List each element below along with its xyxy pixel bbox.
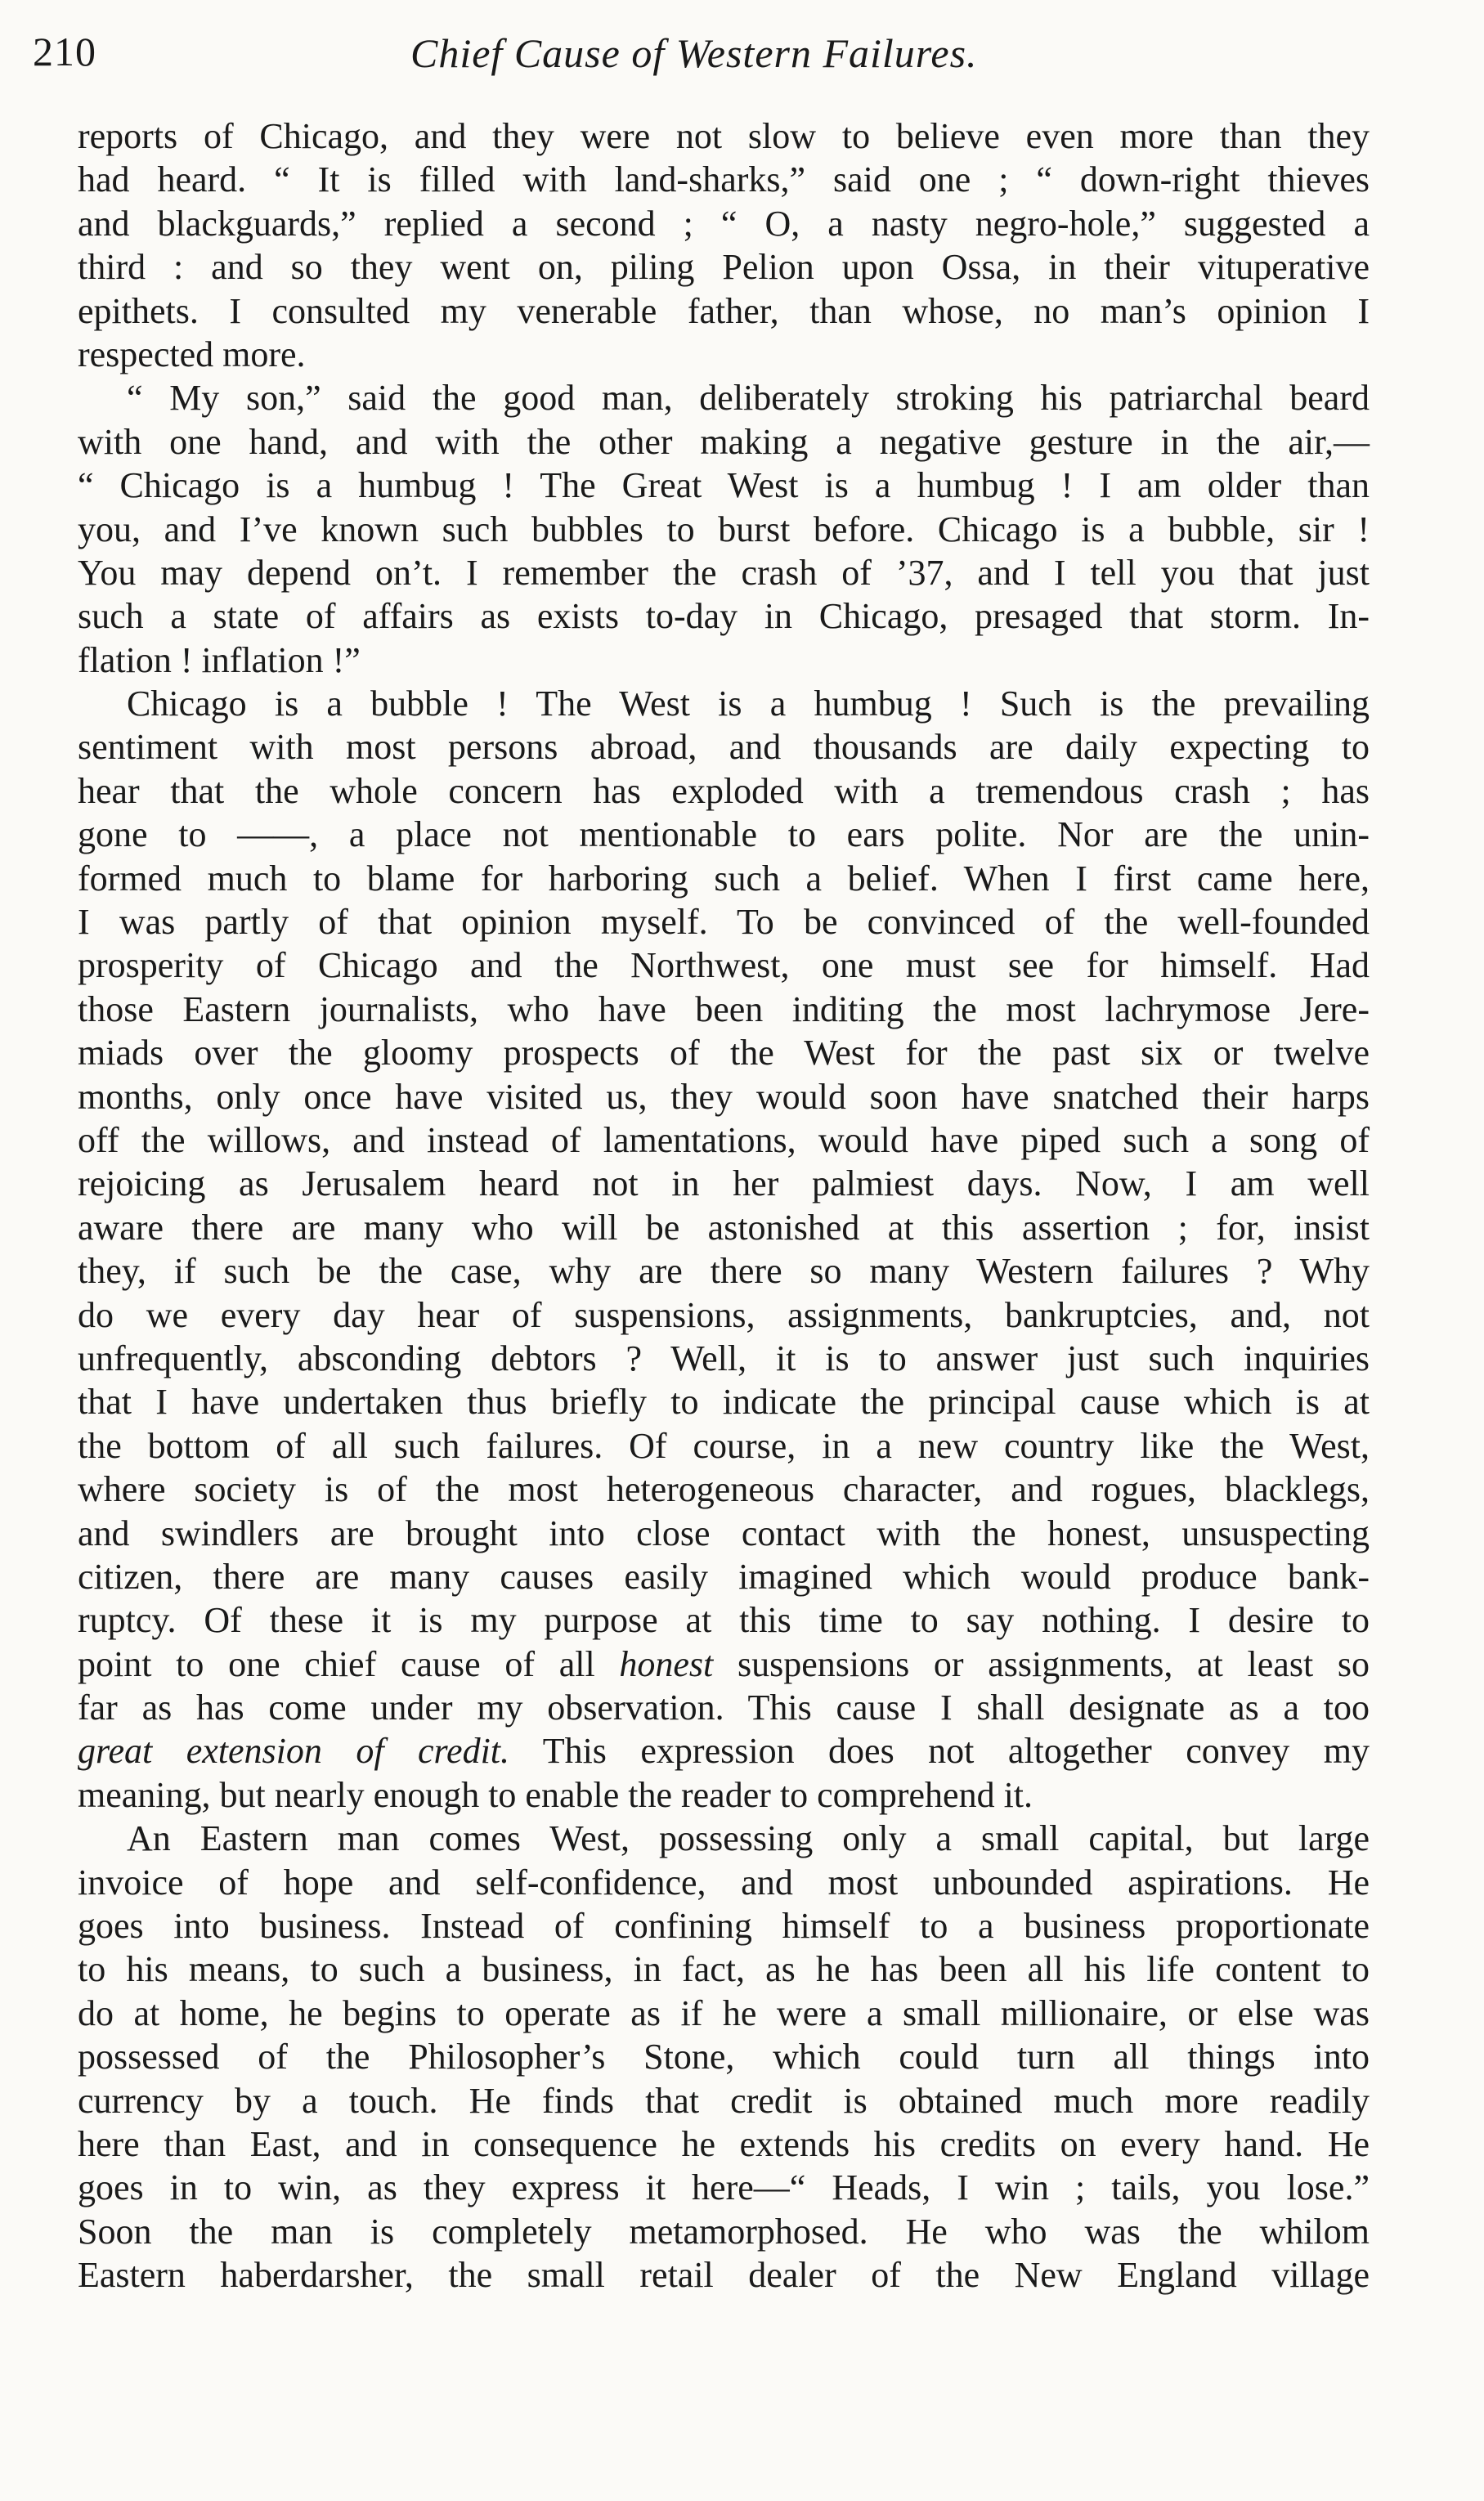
text-line: and swindlers are brought into close contact with the honest, unsuspecting — [78, 1513, 1370, 1553]
text-line — [78, 1643, 1370, 1686]
text-line: An Eastern man comes West, possessing only a small capital, but large — [127, 1818, 1370, 1859]
text-line: goes in to win, as they express it here—“ Heads, I win ; tails, you lose.” — [78, 2167, 1370, 2208]
text-line: formed much to blame for harboring such a belief. When I first came here, — [78, 858, 1370, 899]
text-line: meaning, but nearly enough to enable the reader to comprehend it. — [78, 1774, 1033, 1815]
text-line: you, and I’ve known such bubbles to burst before. Chicago is a bubble, sir ! — [78, 509, 1370, 549]
text-segment: suspensions or assignments, at least so — [713, 1643, 1370, 1684]
text-line: do we every day hear of suspensions, assignments, bankruptcies, and, not — [78, 1294, 1370, 1335]
text-line: epithets. I consulted my venerable father, than whose, no man’s opinion I — [78, 290, 1370, 331]
text-line: Chicago is a bubble ! The West is a humbug ! Such is the prevailing — [127, 684, 1370, 724]
running-head: Chief Cause of Western Failures. — [410, 30, 978, 76]
text-line: that I have undertaken thus briefly to indicate the principal cause which is at — [78, 1382, 1370, 1423]
text-line: citizen, there are many causes easily imagined which would produce bank- — [78, 1556, 1370, 1597]
text-line: to his means, to such a business, in fact, as he has been all his life content to — [78, 1949, 1370, 1990]
text-line: “ Chicago is a humbug ! The Great West is a humbug ! I am older than — [78, 465, 1370, 506]
text-line: where society is of the most heterogeneous character, and rogues, blacklegs, — [78, 1469, 1370, 1510]
text-line: such a state of affairs as exists to-day in Chicago, presaged that storm. In- — [78, 596, 1370, 637]
text-line: unfrequently, absconding debtors ? Well, it is to answer just such inquiries — [78, 1338, 1370, 1378]
text-line: third : and so they went on, piling Pelion upon Ossa, in their vituperative — [78, 247, 1370, 288]
text-line: far as has come under my observation. This cause I shall designate as a too — [78, 1688, 1370, 1728]
text-line: You may depend on’t. I remember the crash of ’37, and I tell you that just — [78, 552, 1370, 593]
text-line: miads over the gloomy prospects of the West for the past six or twelve — [78, 1033, 1370, 1073]
text-line: here than East, and in consequence he extends his credits on every hand. He — [78, 2123, 1370, 2164]
body-text — [78, 114, 1370, 2297]
text-line — [78, 1729, 1370, 1773]
text-line: gone to ——, a place not mentionable to ears polite. Nor are the unin- — [78, 814, 1370, 855]
text-line: months, only once have visited us, they would soon have snatched their harps — [78, 1076, 1370, 1117]
text-line: prosperity of Chicago and the Northwest, one must see for himself. Had — [78, 945, 1370, 986]
text-line: reports of Chicago, and they were not slow to believe even more than they — [78, 116, 1370, 156]
text-line: respected more. — [78, 334, 306, 374]
text-line: those Eastern journalists, who have been inditing the most lachrymose Jere- — [78, 988, 1370, 1029]
text-line: flation ! inflation !” — [78, 639, 361, 680]
page-number: 210 — [33, 29, 96, 74]
text-line: do at home, he begins to operate as if he were a small millionaire, or else was — [78, 1992, 1370, 2033]
text-line: possessed of the Philosopher’s Stone, which could turn all things into — [78, 2037, 1370, 2077]
text-line: currency by a touch. He finds that credit is obtained much more readily — [78, 2080, 1370, 2121]
text-line: “ My son,” said the good man, deliberately stroking his patriarchal beard — [127, 378, 1370, 419]
text-line: rejoicing as Jerusalem heard not in her palmiest days. Now, I am well — [78, 1163, 1370, 1204]
text-line: Eastern haberdarsher, the small retail dealer of the New England village — [78, 2255, 1370, 2296]
text-segment: point to one chief cause of all — [78, 1643, 620, 1684]
text-segment: This expression does not altogether convey my — [509, 1731, 1370, 1772]
text-line: goes into business. Instead of confining himself to a business proportionate — [78, 1906, 1370, 1947]
text-line: off the willows, and instead of lamentations, would have piped such a song of — [78, 1119, 1370, 1160]
text-line: and blackguards,” replied a second ; “ O, a nasty negro-hole,” suggested a — [78, 203, 1370, 244]
page-header — [33, 28, 1423, 93]
text-line: ruptcy. Of these it is my purpose at this time to say nothing. I desire to — [78, 1600, 1370, 1641]
italic-emphasis: great extension of credit. — [78, 1731, 510, 1772]
text-line: had heard. “ It is filled with land-sharks,” said one ; “ down-right thieves — [78, 159, 1370, 200]
text-line: with one hand, and with the other making a negative gesture in the air,— — [78, 421, 1370, 462]
text-line: the bottom of all such failures. Of course, in a new country like the West, — [78, 1425, 1370, 1466]
italic-emphasis: honest — [619, 1643, 714, 1684]
text-line: I was partly of that opinion myself. To be convinced of the well-founded — [78, 902, 1370, 943]
text-line: they, if such be the case, why are there so many Western failures ? Why — [78, 1251, 1370, 1292]
text-line: sentiment with most persons abroad, and thousands are daily expecting to — [78, 727, 1370, 768]
text-line: hear that the whole concern has exploded with a tremendous crash ; has — [78, 770, 1370, 811]
text-line: invoice of hope and self-confidence, and most unbounded aspirations. He — [78, 1862, 1370, 1903]
text-line: aware there are many who will be astonished at this assertion ; for, insist — [78, 1207, 1370, 1248]
text-line: Soon the man is completely metamorphosed. He who was the whilom — [78, 2211, 1370, 2252]
